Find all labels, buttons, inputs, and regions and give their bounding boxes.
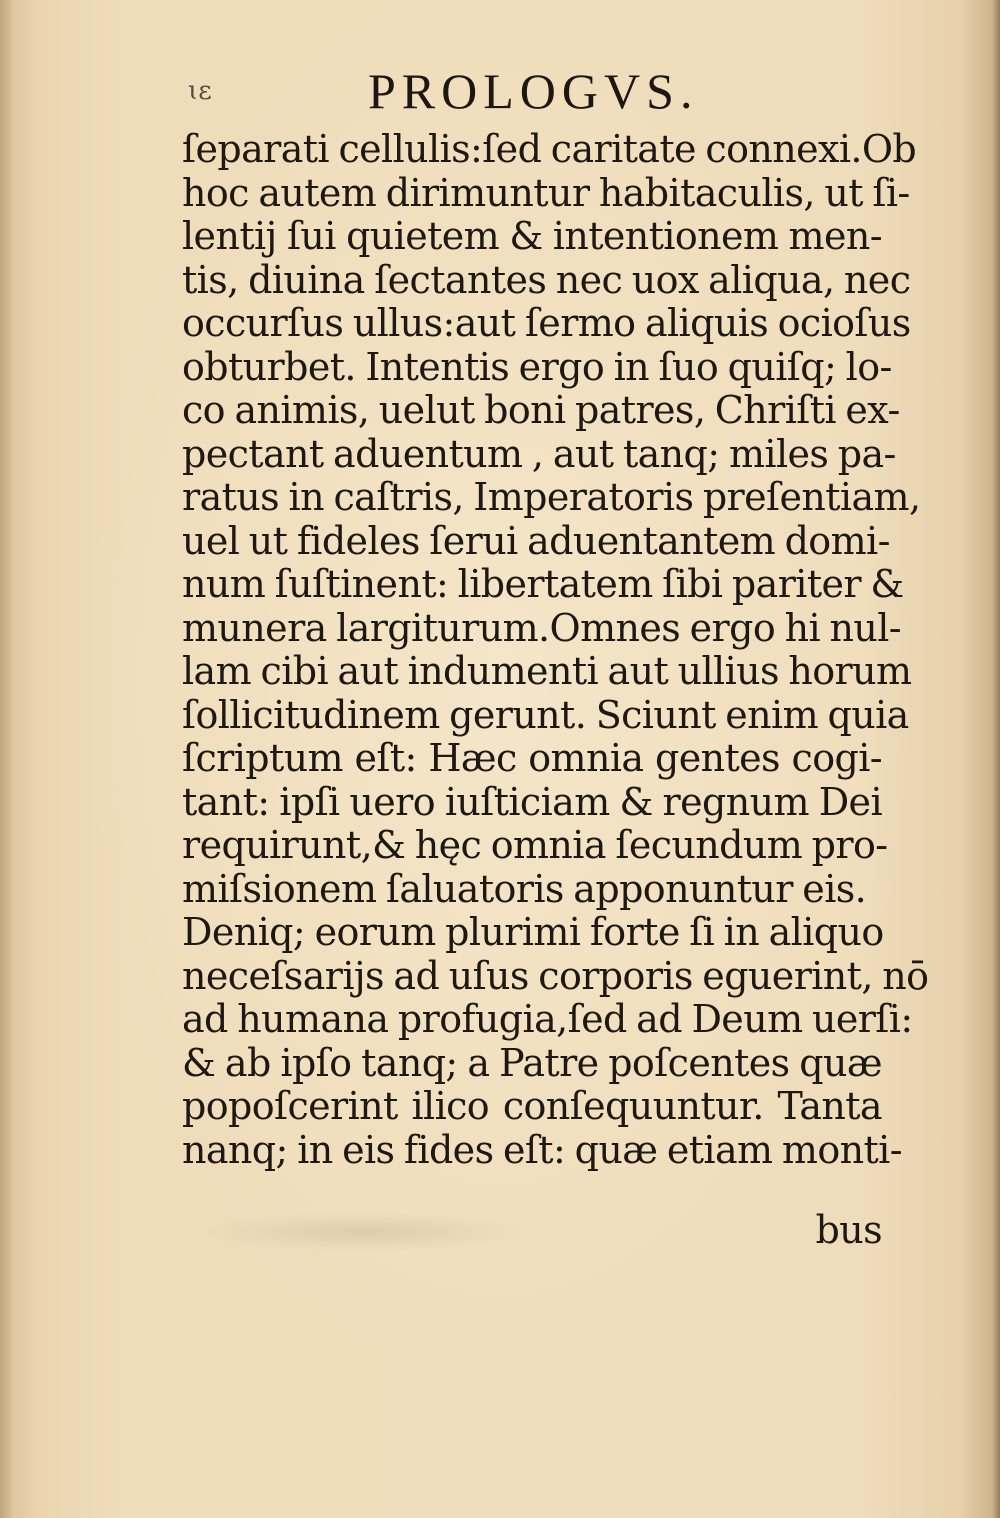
page-header [180,62,880,122]
text-line: lentij ſui quietem & intentionem men- [182,214,882,258]
text-line: nanq; in eis fides eſt: quæ etiam monti- [182,1127,902,1172]
text-line: tis, diuina ſectantes nec uox aliqua, nec [182,257,911,302]
text-line: tant: ipſi uero iuſticiam & regnum Dei [182,779,882,824]
text-line: co animis, uelut boni patres, Chriſti ex- [182,388,900,432]
running-head: PROLOGVS. [368,63,699,119]
text-line: Deniq; eorum plurimi forte ſi in aliquo [182,910,884,954]
catchword: bus [815,1208,882,1252]
show-through-smudge [200,1212,530,1252]
text-line: popoſcerint ilico conſequuntur. Tanta [182,1084,882,1128]
text-line: ſollicitudinem gerunt. Sciunt enim quia [182,692,909,737]
text-line: occurſus ullus:aut ſermo aliquis ocioſus [182,301,911,345]
text-line: requirunt,& hęc omnia ſecundum pro- [182,823,888,867]
text-line: uel ut fideles ſerui aduentantem domi- [182,518,890,563]
text-line: ad humana profugia,ſed ad Deum uerſi: [182,997,913,1041]
text-line: ſcriptum eſt: Hæc omnia gentes cogi- [182,736,882,780]
text-line: miſsionem ſaluatoris apponuntur eis. [182,866,867,911]
page-gutter-shadow [0,0,14,1518]
text-line: hoc autem dirimuntur habitaculis, ut ſi- [182,170,910,215]
folio-number: ɩɛ [188,76,212,106]
text-line: & ab ipſo tanq; a Patre poſcentes quæ [182,1040,882,1085]
text-line: ſeparati cellulis:ſed caritate connexi.Ob [182,127,917,171]
text-line: neceſsarijs ad uſus corporis eguerint, nō [182,953,929,998]
text-line: munera largiturum.Omnes ergo hi nul- [182,605,902,650]
text-line: num ſuſtinent: libertatem ſibi pariter & [182,562,904,606]
page-edge-shadow [992,0,1000,1518]
text-line: obturbet. Intentis ergo in ſuo quiſq; lo- [182,344,892,389]
text-line: lam cibi aut indumenti aut ullius horum [182,649,912,693]
body-text [182,127,929,1172]
text-line: ratus in caſtris, Imperatoris preſentiam, [182,475,921,519]
text-line: pectant aduentum , aut tanq; miles pa- [182,431,896,476]
